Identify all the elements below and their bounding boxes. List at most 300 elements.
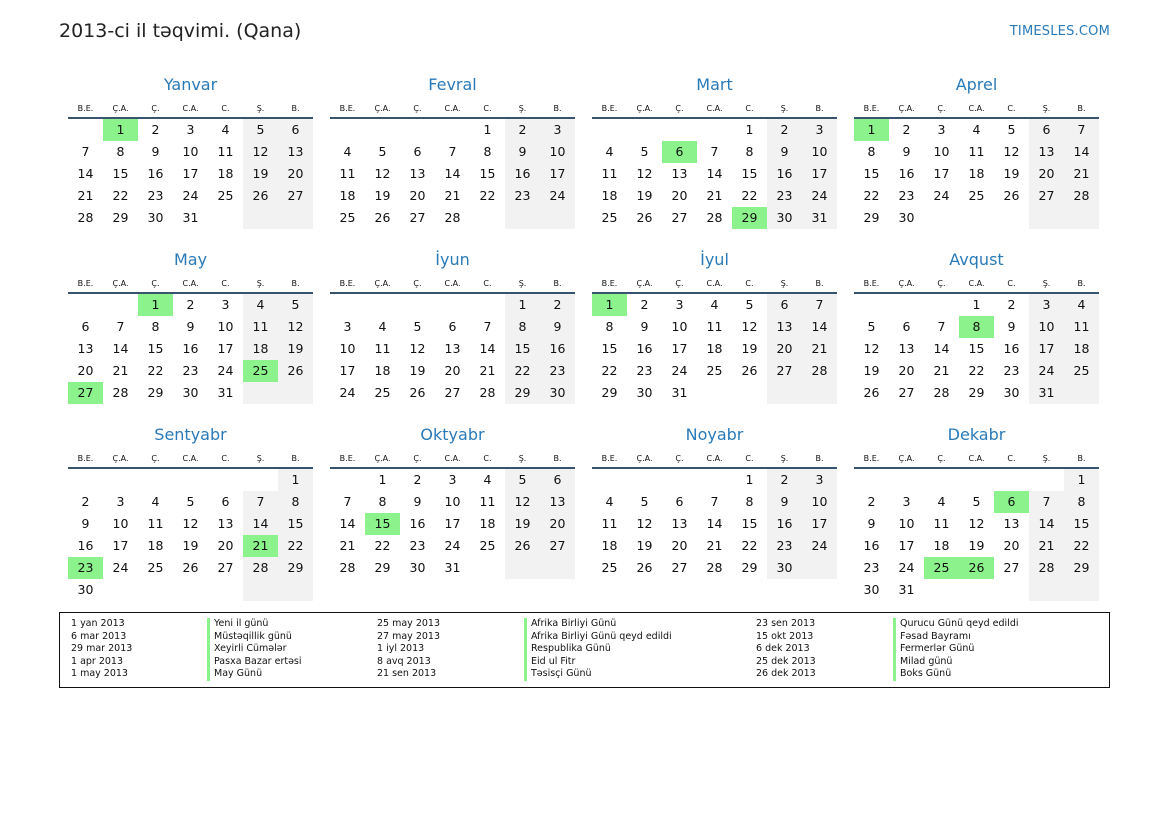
day-cell: 11: [217, 144, 234, 159]
legend-holiday-name: Xeyirli Cümələr: [207, 643, 302, 656]
day-cell: 5: [745, 297, 754, 312]
day-grid: [592, 294, 837, 404]
day-cell: 1: [592, 294, 627, 316]
day-cell: 8: [959, 316, 994, 338]
day-cell: 13: [898, 341, 915, 356]
day-cell: 23: [147, 188, 164, 203]
day-cell: 25: [479, 538, 496, 553]
day-cell: 6: [81, 319, 90, 334]
legend-date: 1 apr 2013: [71, 655, 124, 667]
empty-cell: [173, 579, 208, 601]
month-name: Yanvar: [163, 75, 218, 94]
month-name: May: [173, 250, 208, 269]
weekday-label: C.A.: [182, 454, 199, 463]
empty-cell: [1064, 579, 1099, 601]
weekday-header: [330, 277, 575, 291]
day-cell: 10: [182, 144, 199, 159]
empty-cell: [138, 579, 173, 601]
day-cell: 8: [483, 144, 492, 159]
day-cell: 24: [444, 538, 461, 553]
weekday-label: B.: [815, 104, 824, 113]
empty-cell: [1029, 579, 1064, 601]
day-cell: 10: [802, 491, 837, 513]
day-cell: 22: [479, 188, 496, 203]
day-cell: 4: [605, 144, 614, 159]
day-cell: 13: [671, 516, 688, 531]
day-cell: 30: [77, 582, 94, 597]
day-cell: 27: [444, 385, 461, 400]
day-cell: 16: [540, 338, 575, 360]
day-cell: 7: [937, 319, 946, 334]
day-cell: 20: [278, 163, 313, 185]
empty-cell: [959, 579, 994, 601]
day-grid: [68, 294, 313, 404]
day-cell: 8: [745, 494, 754, 509]
weekday-label: C.A.: [444, 454, 461, 463]
weekday-label: Ş.: [518, 279, 527, 288]
day-cell: 13: [444, 341, 461, 356]
day-cell: 17: [444, 516, 461, 531]
day-cell: 2: [505, 119, 540, 141]
month-name: Aprel: [955, 75, 998, 94]
day-cell: 25: [147, 560, 164, 575]
legend-holiday-name: Respublika Günü: [524, 643, 672, 656]
day-cell: 2: [413, 472, 422, 487]
empty-cell: [802, 557, 837, 579]
month-6: [330, 249, 575, 424]
empty-cell: [1064, 382, 1099, 404]
day-cell: 13: [1003, 516, 1020, 531]
day-cell: 12: [278, 316, 313, 338]
day-cell: 27: [409, 210, 426, 225]
empty-cell: [243, 382, 278, 404]
weekday-label: Ş.: [518, 454, 527, 463]
weekday-label: Ç.: [151, 279, 160, 288]
weekday-label: Ç.A.: [898, 104, 915, 113]
day-cell: 18: [601, 538, 618, 553]
day-cell: 7: [448, 144, 457, 159]
weekday-label: B.E.: [601, 279, 618, 288]
day-cell: 27: [1029, 185, 1064, 207]
day-cell: 19: [243, 163, 278, 185]
weekday-label: C.A.: [706, 279, 723, 288]
day-cell: 3: [448, 472, 457, 487]
day-cell: 12: [182, 516, 199, 531]
weekday-label: Ç.A.: [374, 279, 391, 288]
legend-date: 21 sen 2013: [377, 668, 437, 679]
weekday-header: [68, 102, 313, 116]
month-2: [330, 74, 575, 249]
day-grid: [330, 294, 575, 404]
day-cell: 21: [706, 538, 723, 553]
day-cell: 16: [147, 166, 164, 181]
month-name: Mart: [696, 75, 733, 94]
day-cell: 16: [77, 538, 94, 553]
day-cell: 28: [112, 385, 129, 400]
empty-cell: [592, 469, 627, 491]
day-cell: 14: [444, 166, 461, 181]
day-cell: 4: [972, 122, 981, 137]
day-cell: 2: [81, 494, 90, 509]
day-cell: 29: [505, 382, 540, 404]
day-cell: 19: [505, 513, 540, 535]
day-cell: 12: [636, 166, 653, 181]
day-cell: 1: [138, 294, 173, 316]
day-cell: 1: [505, 294, 540, 316]
day-cell: 27: [1003, 560, 1020, 575]
day-cell: 14: [706, 516, 723, 531]
weekday-label: C.: [745, 454, 754, 463]
day-cell: 7: [483, 319, 492, 334]
day-cell: 20: [1029, 163, 1064, 185]
empty-cell: [1029, 469, 1064, 491]
day-cell: 24: [112, 560, 129, 575]
day-cell: 16: [505, 163, 540, 185]
empty-cell: [330, 119, 365, 141]
day-cell: 23: [636, 363, 653, 378]
weekday-label: C.A.: [182, 104, 199, 113]
day-cell: 5: [505, 469, 540, 491]
day-cell: 26: [505, 535, 540, 557]
weekday-label: C.: [483, 279, 492, 288]
day-cell: 13: [278, 141, 313, 163]
day-cell: 20: [409, 188, 426, 203]
weekday-header: [68, 277, 313, 291]
day-cell: 28: [479, 385, 496, 400]
day-cell: 11: [147, 516, 164, 531]
day-cell: 17: [112, 538, 129, 553]
month-name: Avqust: [949, 250, 1004, 269]
legend-holiday-name: Qurucu Günü qeyd edildi: [893, 618, 1019, 631]
weekday-label: Ş.: [780, 279, 789, 288]
day-cell: 11: [601, 166, 618, 181]
day-cell: 30: [636, 385, 653, 400]
weekday-label: C.: [483, 454, 492, 463]
weekday-label: C.: [745, 279, 754, 288]
day-cell: 19: [636, 538, 653, 553]
day-cell: 2: [1007, 297, 1016, 312]
day-cell: 30: [1003, 385, 1020, 400]
day-cell: 22: [1064, 535, 1099, 557]
day-cell: 22: [863, 188, 880, 203]
day-cell: 5: [867, 319, 876, 334]
day-cell: 1: [745, 122, 754, 137]
day-cell: 6: [767, 294, 802, 316]
day-cell: 8: [378, 494, 387, 509]
day-cell: 29: [278, 557, 313, 579]
day-cell: 15: [741, 166, 758, 181]
day-cell: 18: [479, 516, 496, 531]
empty-cell: [697, 119, 732, 141]
weekday-label: C.A.: [706, 454, 723, 463]
day-cell: 25: [601, 560, 618, 575]
day-cell: 27: [898, 385, 915, 400]
weekday-header: [592, 277, 837, 291]
month-8: [854, 249, 1099, 424]
day-cell: 27: [540, 535, 575, 557]
day-cell: 22: [741, 188, 758, 203]
day-cell: 11: [706, 319, 723, 334]
empty-cell: [435, 119, 470, 141]
day-cell: 15: [112, 166, 129, 181]
day-cell: 30: [767, 557, 802, 579]
day-cell: 19: [278, 338, 313, 360]
day-cell: 4: [151, 494, 160, 509]
day-cell: 10: [1029, 316, 1064, 338]
day-cell: 25: [968, 188, 985, 203]
day-cell: 19: [741, 341, 758, 356]
day-cell: 2: [640, 297, 649, 312]
day-cell: 25: [1064, 360, 1099, 382]
day-cell: 18: [243, 338, 278, 360]
empty-cell: [400, 119, 435, 141]
empty-cell: [470, 557, 505, 579]
day-cell: 26: [374, 210, 391, 225]
day-cell: 28: [706, 210, 723, 225]
day-cell: 27: [217, 560, 234, 575]
day-cell: 17: [802, 163, 837, 185]
month-1: [68, 74, 313, 249]
weekday-label: Ş.: [518, 104, 527, 113]
day-cell: 1: [278, 469, 313, 491]
empty-cell: [400, 294, 435, 316]
day-cell: 21: [444, 188, 461, 203]
day-cell: 10: [671, 319, 688, 334]
empty-cell: [924, 579, 959, 601]
day-cell: 5: [1007, 122, 1016, 137]
day-cell: 22: [278, 535, 313, 557]
holiday-legend: [59, 612, 1110, 688]
empty-cell: [889, 294, 924, 316]
weekday-label: Ç.A.: [636, 454, 653, 463]
day-cell: 21: [802, 338, 837, 360]
day-cell: 7: [243, 491, 278, 513]
weekday-label: Ç.: [413, 279, 422, 288]
day-cell: 9: [1007, 319, 1016, 334]
weekday-label: Ş.: [780, 454, 789, 463]
day-cell: 27: [671, 560, 688, 575]
weekday-label: Ç.A.: [898, 279, 915, 288]
day-cell: 1: [103, 119, 138, 141]
day-cell: 6: [994, 491, 1029, 513]
legend-holiday-name: Yeni il günü: [207, 618, 302, 631]
day-cell: 21: [706, 188, 723, 203]
empty-cell: [1064, 207, 1099, 229]
day-cell: 18: [706, 341, 723, 356]
day-cell: 12: [243, 141, 278, 163]
weekday-label: Ç.: [675, 104, 684, 113]
day-cell: 30: [863, 582, 880, 597]
day-cell: 14: [339, 516, 356, 531]
day-cell: 20: [767, 338, 802, 360]
day-cell: 6: [902, 319, 911, 334]
weekday-label: B.: [553, 104, 562, 113]
weekday-label: Ç.: [937, 454, 946, 463]
day-cell: 22: [601, 363, 618, 378]
day-cell: 28: [444, 210, 461, 225]
day-cell: 15: [863, 166, 880, 181]
day-cell: 15: [365, 513, 400, 535]
day-cell: 12: [409, 341, 426, 356]
day-cell: 30: [898, 210, 915, 225]
weekday-label: B.E.: [339, 104, 356, 113]
legend-date: 27 may 2013: [377, 630, 441, 642]
day-cell: 29: [1064, 557, 1099, 579]
weekday-label: Ç.A.: [374, 454, 391, 463]
legend-date: 6 dek 2013: [756, 643, 810, 654]
day-cell: 27: [278, 185, 313, 207]
day-cell: 4: [378, 319, 387, 334]
day-cell: 6: [662, 141, 697, 163]
page-title: 2013-ci il təqvimi. (Qana): [59, 20, 302, 42]
empty-cell: [103, 469, 138, 491]
day-cell: 22: [374, 538, 391, 553]
day-cell: 10: [339, 341, 356, 356]
day-grid: [68, 119, 313, 229]
day-cell: 19: [182, 538, 199, 553]
empty-cell: [103, 579, 138, 601]
day-cell: 9: [413, 494, 422, 509]
day-cell: 3: [540, 119, 575, 141]
day-cell: 24: [933, 188, 950, 203]
day-cell: 23: [540, 360, 575, 382]
day-cell: 23: [182, 363, 199, 378]
day-cell: 2: [902, 122, 911, 137]
weekday-header: [854, 452, 1099, 466]
brand-link[interactable]: TIMESLES.COM: [1009, 24, 1110, 39]
day-cell: 26: [182, 560, 199, 575]
day-cell: 18: [217, 166, 234, 181]
day-cell: 8: [605, 319, 614, 334]
weekday-label: Ş.: [256, 104, 265, 113]
day-cell: 14: [1064, 141, 1099, 163]
weekday-label: B.: [553, 279, 562, 288]
weekday-label: Ç.: [413, 454, 422, 463]
day-cell: 13: [77, 341, 94, 356]
empty-cell: [278, 207, 313, 229]
months-grid: [68, 74, 1104, 599]
weekday-label: Ç.: [937, 104, 946, 113]
day-cell: 14: [112, 341, 129, 356]
weekday-label: C.A.: [706, 104, 723, 113]
weekday-header: [330, 102, 575, 116]
day-cell: 24: [802, 185, 837, 207]
day-cell: 4: [483, 472, 492, 487]
day-grid: [592, 469, 837, 579]
day-cell: 27: [671, 210, 688, 225]
day-cell: 19: [374, 188, 391, 203]
empty-cell: [924, 207, 959, 229]
day-cell: 15: [968, 341, 985, 356]
day-cell: 3: [675, 297, 684, 312]
day-cell: 2: [767, 119, 802, 141]
legend-holiday-name: Milad günü: [893, 656, 1019, 669]
day-cell: 29: [863, 210, 880, 225]
day-cell: 20: [898, 363, 915, 378]
day-cell: 8: [151, 319, 160, 334]
day-cell: 18: [933, 538, 950, 553]
legend-date: 1 yan 2013: [71, 618, 125, 629]
day-cell: 4: [343, 144, 352, 159]
empty-cell: [243, 207, 278, 229]
day-cell: 17: [933, 166, 950, 181]
day-cell: 21: [1029, 535, 1064, 557]
weekday-label: B.: [1077, 279, 1086, 288]
day-cell: 16: [1003, 341, 1020, 356]
weekday-label: Ç.A.: [898, 454, 915, 463]
empty-cell: [173, 469, 208, 491]
day-cell: 15: [601, 341, 618, 356]
day-cell: 20: [217, 538, 234, 553]
empty-cell: [68, 469, 103, 491]
day-cell: 15: [147, 341, 164, 356]
day-cell: 24: [898, 560, 915, 575]
weekday-label: C.: [221, 104, 230, 113]
day-cell: 22: [112, 188, 129, 203]
day-cell: 15: [741, 516, 758, 531]
day-cell: 21: [1064, 163, 1099, 185]
legend-date: 1 iyl 2013: [377, 643, 425, 654]
weekday-label: B.E.: [863, 454, 880, 463]
day-cell: 16: [898, 166, 915, 181]
weekday-label: C.: [1007, 104, 1016, 113]
day-cell: 23: [767, 535, 802, 557]
month-12: [854, 424, 1099, 599]
day-cell: 4: [243, 294, 278, 316]
day-cell: 31: [1029, 382, 1064, 404]
empty-cell: [697, 382, 732, 404]
day-cell: 25: [924, 557, 959, 579]
weekday-label: Ç.: [413, 104, 422, 113]
day-cell: 7: [81, 144, 90, 159]
day-cell: 28: [77, 210, 94, 225]
legend-date: 26 dek 2013: [756, 668, 816, 679]
day-cell: 9: [186, 319, 195, 334]
day-cell: 24: [671, 363, 688, 378]
day-cell: 3: [343, 319, 352, 334]
weekday-label: B.: [291, 454, 300, 463]
day-cell: 24: [182, 188, 199, 203]
empty-cell: [243, 579, 278, 601]
day-cell: 12: [863, 341, 880, 356]
day-cell: 28: [243, 557, 278, 579]
day-cell: 21: [77, 188, 94, 203]
day-cell: 16: [409, 516, 426, 531]
day-cell: 14: [243, 513, 278, 535]
empty-cell: [697, 469, 732, 491]
day-cell: 14: [706, 166, 723, 181]
day-cell: 9: [505, 141, 540, 163]
day-cell: 9: [767, 491, 802, 513]
weekday-label: B.: [553, 454, 562, 463]
day-cell: 17: [339, 363, 356, 378]
day-cell: 16: [767, 513, 802, 535]
weekday-label: C.: [483, 104, 492, 113]
day-cell: 18: [147, 538, 164, 553]
day-cell: 4: [710, 297, 719, 312]
day-cell: 21: [933, 363, 950, 378]
day-cell: 3: [802, 119, 837, 141]
weekday-label: B.: [291, 279, 300, 288]
weekday-label: C.: [1007, 279, 1016, 288]
day-cell: 6: [278, 119, 313, 141]
empty-cell: [924, 294, 959, 316]
day-cell: 5: [640, 494, 649, 509]
day-grid: [330, 469, 575, 579]
empty-cell: [662, 469, 697, 491]
day-cell: 8: [278, 491, 313, 513]
day-cell: 25: [706, 363, 723, 378]
